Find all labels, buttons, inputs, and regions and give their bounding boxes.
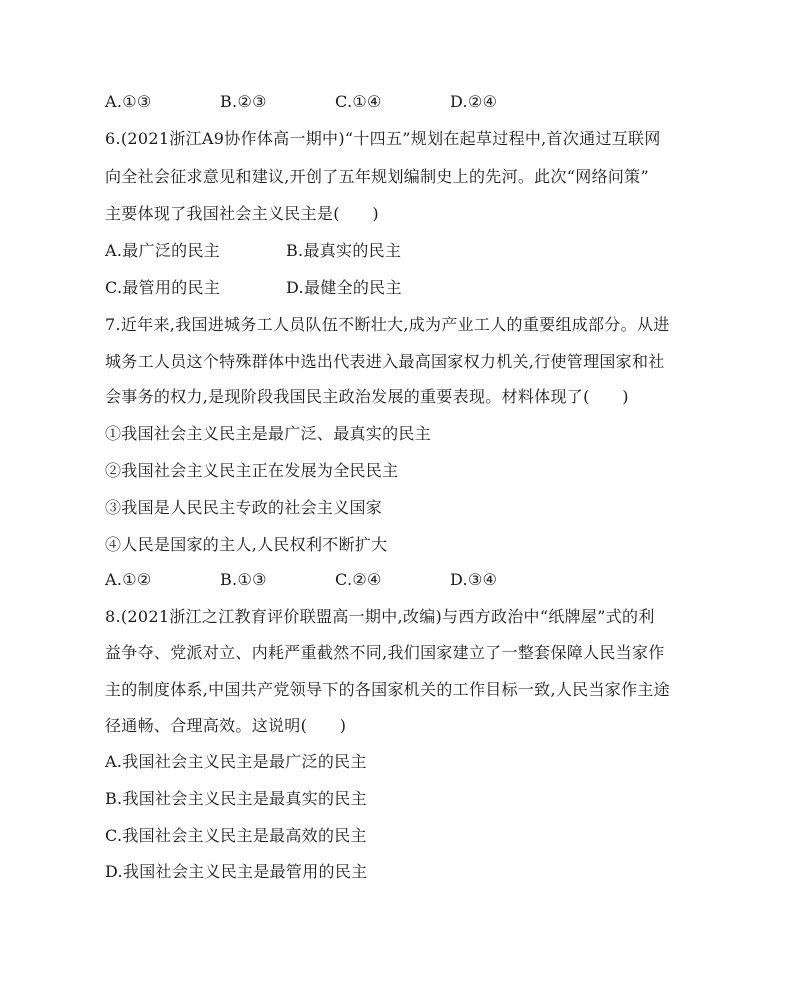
q7-stem-line-1: 7.近年来,我国进城务工人员队伍不断壮大,成为产业工人的重要组成部分。从进 — [105, 315, 670, 334]
q7-statement-2: ②我国社会主义民主正在发展为全民民主 — [105, 461, 399, 480]
q6-stem-line-3: 主要体现了我国社会主义民主是( ) — [105, 204, 379, 223]
q8-option-a: A.我国社会主义民主是最广泛的民主 — [105, 752, 367, 771]
q8-stem-line-4: 径通畅、合理高效。这说明( ) — [105, 716, 347, 735]
q7-statement-3: ③我国是人民民主专政的社会主义国家 — [105, 498, 383, 517]
q6-option-b: B.最真实的民主 — [286, 241, 402, 260]
q6-stem-line-2: 向全社会征求意见和建议,开创了五年规划编制史上的先河。此次“网络问策” — [105, 167, 649, 186]
q5-option-a: A.①③ — [105, 92, 152, 111]
q7-stem-line-3: 会事务的权力,是现阶段我国民主政治发展的重要表现。材料体现了( ) — [105, 387, 629, 406]
q7-option-c: C.②④ — [335, 570, 382, 589]
q6-option-c: C.最管用的民主 — [105, 278, 221, 297]
q5-option-d: D.②④ — [450, 92, 498, 111]
q8-stem-line-3: 主的制度体系,中国共产党领导下的各国家机关的工作目标一致,人民当家作主途 — [105, 680, 670, 699]
q5-option-c: C.①④ — [335, 92, 382, 111]
q6-option-a: A.最广泛的民主 — [105, 241, 221, 260]
q8-stem-line-1: 8.(2021浙江之江教育评价联盟高一期中,改编)与西方政治中“纸牌屋”式的利 — [105, 607, 655, 626]
q8-option-d: D.我国社会主义民主是最管用的民主 — [105, 862, 368, 881]
q8-option-b: B.我国社会主义民主是最真实的民主 — [105, 789, 367, 808]
q7-statement-4: ④人民是国家的主人,人民权利不断扩大 — [105, 535, 388, 554]
q8-stem-line-2: 益争夺、党派对立、内耗严重截然不同,我们国家建立了一整套保障人民当家作 — [105, 643, 665, 662]
q8-option-c: C.我国社会主义民主是最高效的民主 — [105, 826, 367, 845]
q7-stem-line-2: 城务工人员这个特殊群体中选出代表进入最高国家权力机关,行使管理国家和社 — [105, 352, 665, 371]
q7-statement-1: ①我国社会主义民主是最广泛、最真实的民主 — [105, 424, 432, 443]
q7-option-b: B.①③ — [220, 570, 267, 589]
q6-stem-line-1: 6.(2021浙江A9协作体高一期中)“十四五”规划在起草过程中,首次通过互联网 — [105, 129, 661, 148]
q7-option-a: A.①② — [105, 570, 152, 589]
q5-option-b: B.②③ — [220, 92, 267, 111]
q6-option-d: D.最健全的民主 — [286, 278, 402, 297]
q7-option-d: D.③④ — [450, 570, 498, 589]
